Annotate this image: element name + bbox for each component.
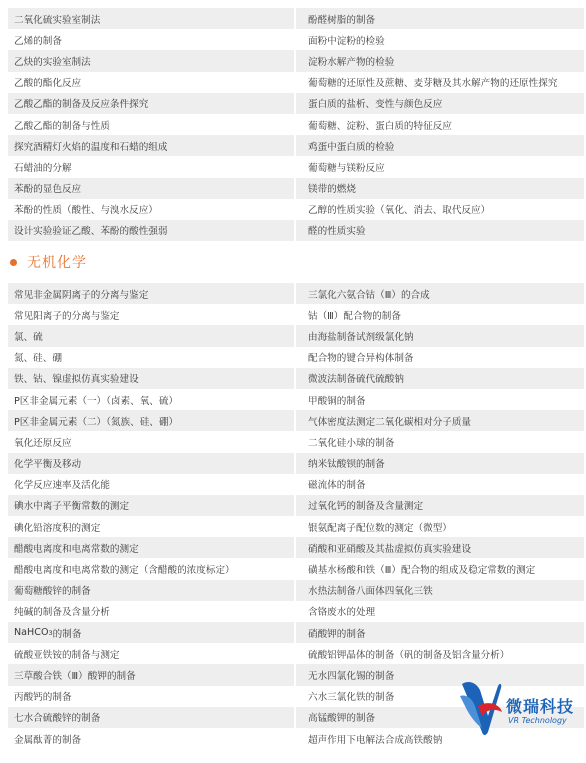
table-row [8, 537, 584, 558]
experiment-name: 苯酚的性质（酸性、与溴水反应） [8, 199, 296, 220]
table-row [8, 199, 584, 220]
table-row [8, 283, 584, 304]
experiment-name: 三草酸合铁（Ⅲ）酸钾的制备 [8, 664, 296, 685]
experiment-name: 三氯化六氨合钴（Ⅲ）的合成 [296, 283, 584, 304]
experiment-name: 苯酚的显色反应 [8, 178, 296, 199]
experiment-name: 镁带的燃烧 [296, 178, 584, 199]
experiment-name: 设计实验验证乙酸、苯酚的酸性强弱 [8, 220, 296, 241]
experiment-name: 探究酒精灯火焰的温度和石蜡的组成 [8, 135, 296, 156]
experiment-name: 葡萄糖与镁粉反应 [296, 156, 584, 177]
table-row [8, 368, 584, 389]
experiment-name: 淀粉水解产物的检验 [296, 50, 584, 71]
experiment-name: 高锰酸钾的制备 [296, 707, 584, 728]
experiment-name: 蛋白质的盐析、变性与颜色反应 [296, 93, 584, 114]
vr-logo-icon [458, 676, 504, 738]
table-row [8, 304, 584, 325]
experiment-name: 乙炔的实验室制法 [8, 50, 296, 71]
formula-text: NaHCO [14, 627, 49, 639]
table-row [8, 135, 584, 156]
experiment-name: 硫酸亚铁铵的制备与测定 [8, 643, 296, 664]
experiment-name: 由海盐制备试剂级氯化钠 [296, 325, 584, 346]
table-row [8, 72, 584, 93]
table-row [8, 50, 584, 71]
experiment-name: 石蜡油的分解 [8, 156, 296, 177]
experiment-name: 微波法制备硫代硫酸钠 [296, 368, 584, 389]
table-row [8, 516, 584, 537]
experiment-name: 磁流体的制备 [296, 474, 584, 495]
experiment-name: 面粉中淀粉的检验 [296, 29, 584, 50]
brand-logo [456, 672, 584, 746]
table-row [8, 410, 584, 431]
table-row [8, 580, 584, 601]
experiment-name: 化学反应速率及活化能 [8, 474, 296, 495]
organic-experiments-table [8, 8, 584, 241]
table-row [8, 156, 584, 177]
table-row [8, 389, 584, 410]
bullet-dot-icon [10, 259, 17, 266]
experiment-name: 葡萄糖酸锌的制备 [8, 580, 296, 601]
experiment-name: 酚醛树脂的制备 [296, 8, 584, 29]
experiment-name: 乙醇的性质实验（氧化、消去、取代反应） [296, 199, 584, 220]
experiment-name: 醋酸电离度和电离常数的测定 [8, 537, 296, 558]
experiment-name: 二氧化硅小球的制备 [296, 431, 584, 452]
table-row [8, 474, 584, 495]
table-row [8, 431, 584, 452]
table-row [8, 558, 584, 579]
formula-suffix: 的制备 [52, 628, 82, 640]
table-row [8, 601, 584, 622]
experiment-name: 葡萄糖的还原性及蔗糖、麦芽糖及其水解产物的还原性探究 [296, 72, 584, 93]
experiment-name: 六水三氯化铁的制备 [296, 686, 584, 707]
experiment-name: 七水合硫酸锌的制备 [8, 707, 296, 728]
table-row [8, 93, 584, 114]
table-row [8, 495, 584, 516]
experiment-name: P区非金属元素（一）（卤素、氧、硫） [8, 389, 296, 410]
experiment-name: 氮、硅、硼 [8, 347, 296, 368]
table-row [8, 220, 584, 241]
experiment-name: 乙酸乙酯的制备与性质 [8, 114, 296, 135]
table-row [8, 8, 584, 29]
experiment-name: 含铬废水的处理 [296, 601, 584, 622]
experiment-name: 磺基水杨酸和铁（Ⅲ）配合物的组成及稳定常数的测定 [296, 558, 584, 579]
experiment-name: 过氧化钙的制备及含量测定 [296, 495, 584, 516]
experiment-name: 常见阳离子的分离与鉴定 [8, 304, 296, 325]
table-row [8, 453, 584, 474]
experiment-name: 铁、钴、镍虚拟仿真实验建设 [8, 368, 296, 389]
table-row [8, 178, 584, 199]
experiment-name: 氧化还原反应 [8, 431, 296, 452]
experiment-name: 丙酸钙的制备 [8, 686, 296, 707]
experiment-name: 葡萄糖、淀粉、蛋白质的特征反应 [296, 114, 584, 135]
formula-subscript: 3 [48, 628, 53, 637]
experiment-name: 醛的性质实验 [296, 220, 584, 241]
experiment-name: 配合物的键合异构体制备 [296, 347, 584, 368]
experiment-name: 鸡蛋中蛋白质的检验 [296, 135, 584, 156]
experiment-name: 纯碱的制备及含量分析 [8, 601, 296, 622]
experiment-name: 硫酸铝钾晶体的制备（矾的制备及铝含量分析） [296, 643, 584, 664]
experiment-name: 化学平衡及移动 [8, 453, 296, 474]
experiment-name: 醋酸电离度和电离常数的测定（含醋酸的浓度标定） [8, 558, 296, 579]
experiment-name: 碘化铅溶度积的测定 [8, 516, 296, 537]
experiment-name: 常见非金属阴离子的分离与鉴定 [8, 283, 296, 304]
experiment-name: 钴（Ⅲ）配合物的制备 [296, 304, 584, 325]
section-title: 无机化学 [27, 255, 87, 271]
experiment-name: 纳米钛酸钡的制备 [296, 453, 584, 474]
table-row [8, 643, 584, 664]
table-row [8, 347, 584, 368]
logo-subtitle: VR Technology [508, 716, 567, 725]
experiment-name: 无水四氯化锡的制备 [296, 664, 584, 685]
section-heading-inorganic [10, 252, 87, 272]
experiment-name: 超声作用下电解法合成高铁酸钠 [296, 728, 584, 749]
experiment-name: 乙酸乙酯的制备及反应条件探究 [8, 93, 296, 114]
table-row [8, 114, 584, 135]
experiment-name: 硝酸钾的制备 [296, 622, 584, 643]
experiment-name: 气体密度法测定二氧化碳相对分子质量 [296, 410, 584, 431]
experiment-name: 硝酸和亚硝酸及其盐虚拟仿真实验建设 [296, 537, 584, 558]
experiment-name: 金属酞菁的制备 [8, 728, 296, 749]
table-row [8, 29, 584, 50]
experiment-name: P区非金属元素（二）（氮族、硅、硼） [8, 410, 296, 431]
table-row [8, 622, 584, 643]
experiment-name: 乙酸的酯化反应 [8, 72, 296, 93]
experiment-name: 碘水中离子平衡常数的测定 [8, 495, 296, 516]
experiment-name: 水热法制备八面体四氧化三铁 [296, 580, 584, 601]
experiment-name: 银氨配离子配位数的测定（微型） [296, 516, 584, 537]
experiment-name: 氯、硫 [8, 325, 296, 346]
table-row [8, 325, 584, 346]
experiment-name: 乙烯的制备 [8, 29, 296, 50]
experiment-name: 甲酸铜的制备 [296, 389, 584, 410]
experiment-name [8, 622, 296, 643]
experiment-name: 二氧化硫实验室制法 [8, 8, 296, 29]
logo-name: 微瑞科技 [506, 697, 575, 716]
